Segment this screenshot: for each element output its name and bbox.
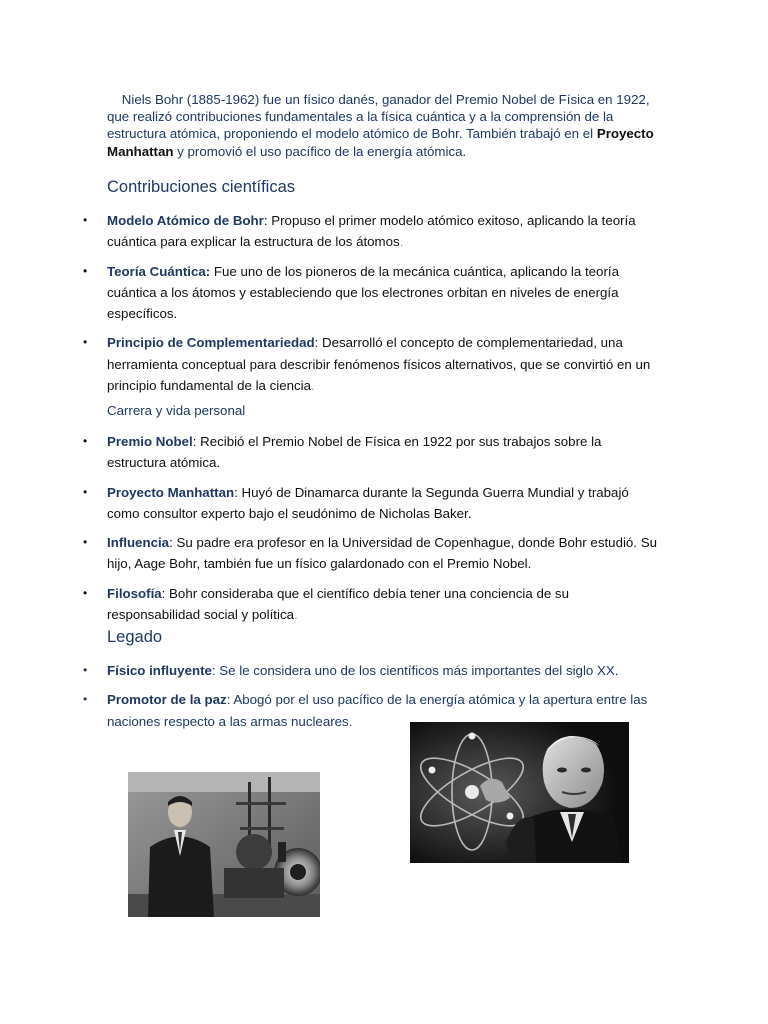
item-term: Principio de Complementariedad bbox=[107, 335, 315, 351]
intro-paragraph bbox=[107, 91, 667, 160]
list-item bbox=[0, 482, 660, 525]
item-term: Promotor de la paz bbox=[107, 692, 227, 708]
item-text: : Recibió el Premio Nobel de Física en 1922 por sus trabajos sobre la estructura atómica. bbox=[107, 434, 602, 471]
list-item bbox=[0, 261, 660, 325]
item-text: : Se le considera uno de los científicos más importantes del siglo XX. bbox=[211, 663, 619, 678]
item-text: : Huyó de Dinamarca durante la Segunda Guerra Mundial y trabajó como consultor experto bajo el seudónimo de Nicholas Baker. bbox=[107, 484, 629, 521]
intro-text-after: y promovió el uso pacífico de la energía atómica. bbox=[173, 143, 467, 159]
photo-bohr-laboratory bbox=[128, 772, 320, 917]
item-trailing-dot: . bbox=[294, 607, 298, 623]
bullet-icon: • bbox=[83, 484, 88, 499]
intro-bold-term: Proyecto Manhattan bbox=[107, 126, 654, 159]
list-carrera bbox=[0, 431, 660, 625]
item-term: Filosofía bbox=[107, 585, 162, 601]
list-contribuciones bbox=[0, 210, 660, 396]
item-text: : Bohr consideraba que el científico debía tener una conciencia de su responsabilidad social y política bbox=[107, 585, 569, 623]
list-item bbox=[0, 583, 660, 626]
heading-contribuciones: Contribuciones científicas bbox=[107, 178, 296, 196]
item-text: : Su padre era profesor en la Universidad de Copenhague, donde Bohr estudió. Su hijo, Aage Bohr, también fue un físico galardonado con el Premio Nobel. bbox=[107, 535, 657, 572]
item-term: Teoría Cuántica: bbox=[107, 263, 211, 279]
heading-legado: Legado bbox=[107, 628, 163, 646]
item-term: Premio Nobel bbox=[107, 434, 193, 449]
bullet-icon: • bbox=[83, 263, 88, 278]
photo-laboratory-illustration bbox=[128, 772, 320, 917]
bullet-icon: • bbox=[83, 213, 88, 227]
bullet-icon: • bbox=[83, 335, 88, 350]
photo-bohr-atom bbox=[410, 722, 629, 863]
list-item bbox=[0, 431, 660, 474]
item-term: Influencia bbox=[107, 535, 170, 551]
bullet-icon: • bbox=[83, 585, 88, 600]
item-term: Modelo Atómico de Bohr bbox=[107, 213, 264, 228]
list-item bbox=[0, 210, 660, 253]
item-text: Fue uno de los pioneros de la mecánica cuántica, aplicando la teoría cuántica a los átomos y estableciendo que los electrones orbitan en niveles de energía específicos. bbox=[107, 263, 619, 322]
list-item bbox=[0, 332, 660, 396]
bullet-icon: • bbox=[83, 692, 88, 707]
item-term: Físico influyente bbox=[107, 663, 212, 678]
list-item bbox=[0, 532, 660, 575]
item-trailing-dot: . bbox=[399, 234, 404, 250]
list-item bbox=[0, 660, 660, 681]
item-trailing-dot: . bbox=[311, 378, 315, 394]
bullet-icon: • bbox=[83, 434, 88, 448]
bullet-icon: • bbox=[83, 535, 88, 550]
item-term: Proyecto Manhattan bbox=[107, 484, 235, 500]
photo-atom-illustration bbox=[410, 722, 629, 863]
item-text: : Abogó por el uso pacífico de la energía atómica y la apertura entre las naciones respecto a las armas nucleares. bbox=[107, 692, 648, 729]
bullet-icon: • bbox=[83, 663, 88, 677]
item-text: : Propuso el primer modelo atómico exitoso, aplicando la teoría cuántica para explicar la estructura de los átomos bbox=[107, 213, 636, 250]
intro-text-before: Niels Bohr (1885-1962) fue un físico danés, ganador del Premio Nobel de Física en 1922, que realizó contribuciones fundamentales a la física cuántica y a la comprensión de la estructura atómica, proponiendo el modelo atómico de Bohr. También trabajó en el bbox=[107, 92, 650, 142]
heading-carrera: Carrera y vida personal bbox=[107, 403, 246, 418]
item-text: : Desarrolló el concepto de complementariedad, una herramienta conceptual para describir fenómenos físicos alternativos, que se convirtió en un principio fundamental de la ciencia bbox=[107, 335, 651, 394]
